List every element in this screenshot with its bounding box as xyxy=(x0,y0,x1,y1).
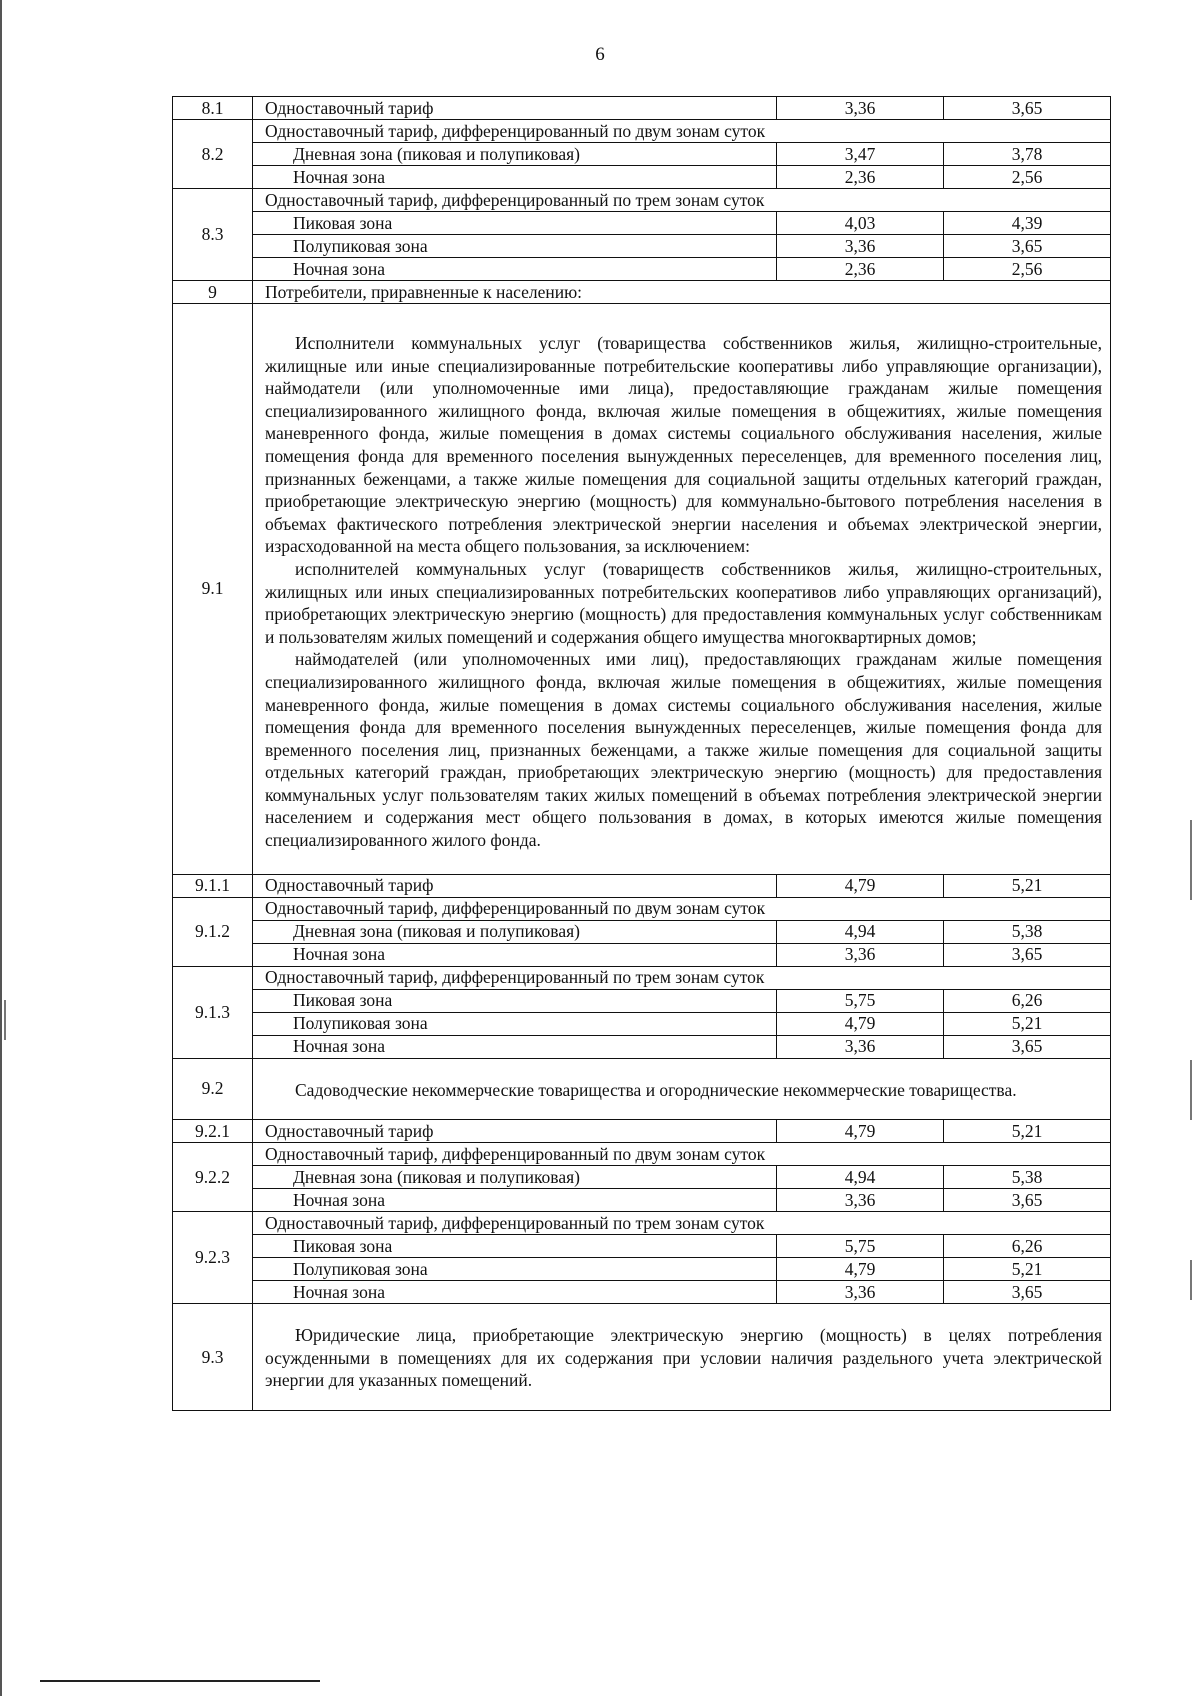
tariff-group-heading: Одноставочный тариф, дифференцированный по трем зонам суток xyxy=(253,189,1111,212)
zone-label: Пиковая зона xyxy=(253,1235,777,1258)
tariff-zone-row xyxy=(173,989,1111,1012)
description-paragraph: Юридические лица, приобретающие электрическую энергию (мощность) в целях потребления осужденными в помещениях для их содержания при условии наличия раздельного учета электрической энергии для указанных помещений. xyxy=(265,1325,1102,1391)
description-cell xyxy=(253,1058,1111,1120)
tariff-value-2: 3,65 xyxy=(944,943,1111,966)
description-row xyxy=(173,1304,1111,1411)
zone-label: Ночная зона xyxy=(253,166,777,189)
row-number: 8.1 xyxy=(173,97,253,120)
tariff-group-heading: Одноставочный тариф, дифференцированный по двум зонам суток xyxy=(253,1143,1111,1166)
footnote-rule xyxy=(40,1680,320,1682)
description-paragraph: Садоводческие некоммерческие товарищества и огороднические некоммерческие товарищества. xyxy=(295,1079,1017,1100)
scan-margin-mark xyxy=(1190,820,1192,900)
tariff-value-2: 3,65 xyxy=(944,1035,1111,1058)
tariff-value-1: 3,36 xyxy=(777,1035,944,1058)
tariff-value-2: 2,56 xyxy=(944,258,1111,281)
tariff-value-2: 3,65 xyxy=(944,97,1111,120)
tariff-value-1: 4,79 xyxy=(777,874,944,897)
zone-label: Дневная зона (пиковая и полупиковая) xyxy=(253,1166,777,1189)
tariff-value-1: 4,94 xyxy=(777,920,944,943)
tariff-label: Одноставочный тариф xyxy=(253,1120,777,1143)
tariff-value-1: 3,36 xyxy=(777,1281,944,1304)
tariff-value-1: 4,03 xyxy=(777,212,944,235)
tariff-zone-row xyxy=(173,1012,1111,1035)
row-number: 9.1.1 xyxy=(173,874,253,897)
tariff-zone-row xyxy=(173,1035,1111,1058)
tariff-value-2: 6,26 xyxy=(944,989,1111,1012)
tariff-row xyxy=(173,874,1111,897)
tariff-value-2: 6,26 xyxy=(944,1235,1111,1258)
tariff-value-2: 5,21 xyxy=(944,1258,1111,1281)
zone-label: Полупиковая зона xyxy=(253,1258,777,1281)
tariff-zone-row xyxy=(173,1189,1111,1212)
tariff-label: Одноставочный тариф xyxy=(253,97,777,120)
row-number: 9.2.1 xyxy=(173,1120,253,1143)
row-number: 9.2.2 xyxy=(173,1143,253,1212)
scan-edge-line xyxy=(0,0,2,1696)
zone-label: Ночная зона xyxy=(253,943,777,966)
tariff-value-2: 2,56 xyxy=(944,166,1111,189)
tariff-zone-row xyxy=(173,1258,1111,1281)
tariff-zone-row xyxy=(173,166,1111,189)
tariff-value-2: 3,65 xyxy=(944,1281,1111,1304)
zone-label: Ночная зона xyxy=(253,1189,777,1212)
scan-margin-mark xyxy=(1190,1260,1192,1300)
tariff-value-1: 5,75 xyxy=(777,1235,944,1258)
tariff-value-1: 5,75 xyxy=(777,989,944,1012)
row-number: 8.2 xyxy=(173,120,253,189)
tariff-group-heading-row xyxy=(173,1212,1111,1235)
tariff-row xyxy=(173,1120,1111,1143)
description-paragraph: наймодателей (или уполномоченных ими лиц), предоставляющих гражданам жилые помещения специализированного жилищного фонда, включая жилые помещения в общежитиях, жилые помещения маневренного фонда, жилые помещения в домах системы социального обслуживания населения, жилые помещения фонда для временного поселения вынужденных переселенцев, жилые помещения фонда для временного поселения лиц, признанных беженцами, а также жилые помещения для социальной защиты отдельных категорий граждан, приобретающих электрическую энергию (мощность) для предоставления коммунальных услуг пользователям таких жилых помещений в объемах потребления электрической энергии населением и содержания мест общего пользования в домах, в которых имеются жилые помещения специализированного жилого фонда. xyxy=(265,649,1102,851)
tariff-group-heading-row xyxy=(173,966,1111,989)
tariff-value-1: 2,36 xyxy=(777,166,944,189)
row-number: 9.2 xyxy=(173,1058,253,1120)
tariff-row xyxy=(173,97,1111,120)
tariff-group-heading-row xyxy=(173,897,1111,920)
page-number: 6 xyxy=(595,44,605,65)
tariff-zone-row xyxy=(173,212,1111,235)
zone-label: Ночная зона xyxy=(253,1035,777,1058)
tariff-value-1: 4,79 xyxy=(777,1120,944,1143)
row-number: 9.1.2 xyxy=(173,897,253,966)
tariff-value-1: 3,36 xyxy=(777,1189,944,1212)
tariff-value-2: 5,38 xyxy=(944,1166,1111,1189)
description-paragraph: Исполнители коммунальных услуг (товарищества собственников жилья, жилищно-строительные, жилищные или иные специализированные потребительские кооперативы либо управляющие организации), наймодатели (или уполномоченные ими лица), предоставляющие гражданам жилые помещения специализированного жилищного фонда, включая жилые помещения в общежитиях, жилые помещения маневренного фонда, жилые помещения в домах системы социального обслуживания населения, жилые помещения фонда для временного поселения вынужденных переселенцев, для временного поселения лиц, признанных беженцами, а также жилые помещения для социальной защиты отдельных категорий граждан, приобретающие электрическую энергию (мощность) для коммунально-бытового потребления населения в объемах фактического потребления электрической энергии населения и объемах электрической энергии, израсходованной на места общего пользования, за исключением: xyxy=(265,333,1102,557)
zone-label: Пиковая зона xyxy=(253,989,777,1012)
description-paragraph: исполнителей коммунальных услуг (товариществ собственников жилья, жилищно-строительных, жилищных или иных специализированных потребительских кооперативов либо управляющих организаций), приобретающих электрическую энергию (мощность) для предоставления коммунальных услуг собственникам и пользователям жилых помещений и содержания общего имущества многоквартирных домов; xyxy=(265,558,1102,647)
tariff-group-heading: Одноставочный тариф, дифференцированный по двум зонам суток xyxy=(253,897,1111,920)
row-number: 9.2.3 xyxy=(173,1212,253,1304)
zone-label: Дневная зона (пиковая и полупиковая) xyxy=(253,143,777,166)
tariff-zone-row xyxy=(173,920,1111,943)
tariff-value-2: 5,38 xyxy=(944,920,1111,943)
tariff-label: Одноставочный тариф xyxy=(253,874,777,897)
tariff-zone-row xyxy=(173,258,1111,281)
tariff-value-1: 3,36 xyxy=(777,97,944,120)
tariff-value-1: 4,94 xyxy=(777,1166,944,1189)
tariff-value-2: 3,65 xyxy=(944,235,1111,258)
tariff-group-heading-row xyxy=(173,120,1111,143)
zone-label: Ночная зона xyxy=(253,258,777,281)
tariff-value-2: 5,21 xyxy=(944,1012,1111,1035)
description-row xyxy=(173,304,1111,875)
tariff-table-body xyxy=(173,97,1111,1411)
tariff-value-2: 3,65 xyxy=(944,1189,1111,1212)
tariff-zone-row xyxy=(173,1281,1111,1304)
row-number: 9.3 xyxy=(173,1304,253,1411)
tariff-value-1: 3,36 xyxy=(777,943,944,966)
tariff-value-2: 5,21 xyxy=(944,1120,1111,1143)
scan-margin-mark xyxy=(4,1000,6,1040)
tariff-zone-row xyxy=(173,943,1111,966)
tariff-group-heading-row xyxy=(173,1143,1111,1166)
tariff-group-heading: Одноставочный тариф, дифференцированный по трем зонам суток xyxy=(253,1212,1111,1235)
tariff-zone-row xyxy=(173,143,1111,166)
description-cell xyxy=(253,1304,1111,1411)
tariff-value-1: 3,36 xyxy=(777,235,944,258)
tariff-group-heading-row xyxy=(173,189,1111,212)
row-number: 8.3 xyxy=(173,189,253,281)
tariff-value-1: 4,79 xyxy=(777,1012,944,1035)
description-cell xyxy=(253,304,1111,875)
scan-margin-mark xyxy=(1190,1060,1192,1120)
tariff-zone-row xyxy=(173,1166,1111,1189)
tariff-value-1: 4,79 xyxy=(777,1258,944,1281)
row-number: 9 xyxy=(173,281,253,304)
tariff-group-heading: Одноставочный тариф, дифференцированный по двум зонам суток xyxy=(253,120,1111,143)
tariff-value-2: 5,21 xyxy=(944,874,1111,897)
section-header: Потребители, приравненные к населению: xyxy=(253,281,1111,304)
description-row xyxy=(173,1058,1111,1120)
tariff-value-2: 4,39 xyxy=(944,212,1111,235)
tariff-table xyxy=(172,96,1111,1411)
section-header-row xyxy=(173,281,1111,304)
tariff-value-2: 3,78 xyxy=(944,143,1111,166)
tariff-value-1: 3,47 xyxy=(777,143,944,166)
zone-label: Ночная зона xyxy=(253,1281,777,1304)
zone-label: Полупиковая зона xyxy=(253,1012,777,1035)
tariff-zone-row xyxy=(173,235,1111,258)
tariff-group-heading: Одноставочный тариф, дифференцированный по трем зонам суток xyxy=(253,966,1111,989)
tariff-zone-row xyxy=(173,1235,1111,1258)
zone-label: Дневная зона (пиковая и полупиковая) xyxy=(253,920,777,943)
zone-label: Пиковая зона xyxy=(253,212,777,235)
row-number: 9.1 xyxy=(173,304,253,875)
row-number: 9.1.3 xyxy=(173,966,253,1058)
tariff-value-1: 2,36 xyxy=(777,258,944,281)
zone-label: Полупиковая зона xyxy=(253,235,777,258)
